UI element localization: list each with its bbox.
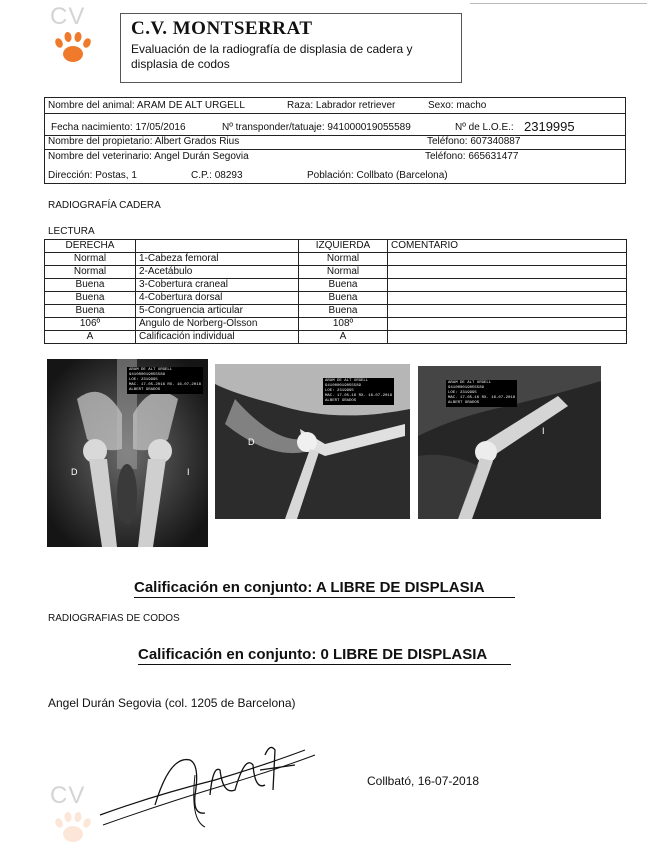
- xray-marker-i: I: [542, 426, 545, 436]
- elbow-section-title: RADIOGRAFIAS DE CODOS: [48, 613, 180, 624]
- criterion: 2-Acetábulo: [136, 266, 299, 279]
- left-value: 108º: [299, 318, 388, 331]
- breed: Raza: Labrador retriever: [287, 100, 396, 111]
- sex: Sexo: macho: [428, 100, 487, 111]
- table-row: [45, 279, 627, 292]
- comment-cell: [388, 305, 627, 318]
- animal-name: Nombre del animal: ARAM DE ALT URGELL: [48, 100, 245, 111]
- right-value: A: [45, 331, 136, 344]
- address: Dirección: Postas, 1: [48, 170, 137, 181]
- right-value: Buena: [45, 279, 136, 292]
- table-row: [45, 253, 627, 266]
- comment-cell: [388, 279, 627, 292]
- signer-name: Angel Durán Segovia (col. 1205 de Barcelona): [48, 696, 296, 710]
- col-header-right: DERECHA: [45, 240, 136, 253]
- logo-text: CV: [50, 3, 86, 30]
- comment-cell: [388, 292, 627, 305]
- vet-phone: Teléfono: 665631477: [425, 151, 519, 162]
- right-value: Buena: [45, 305, 136, 318]
- comment-cell: [388, 253, 627, 266]
- xray-label: ARAM DE ALT URGELL 941000019055589 LOE: 2319995 MAC. 17-05-2016 RX. 16-07-2018 ALBERT GRADOS: [129, 368, 202, 392]
- hip-section-title: RADIOGRAFÍA CADERA: [48, 200, 161, 211]
- loe-value: 2319995: [524, 119, 575, 134]
- hip-reading-table: [44, 239, 626, 344]
- elbow-overall-underline: [138, 664, 511, 665]
- comment-cell: [388, 331, 627, 344]
- hip-overall-grade: Calificación en conjunto: A LIBRE DE DISPLASIA: [134, 579, 485, 596]
- left-value: Buena: [299, 292, 388, 305]
- clinic-name: C.V. MONTSERRAT: [131, 18, 313, 39]
- patient-info-box: [44, 97, 626, 184]
- right-value: Buena: [45, 292, 136, 305]
- table-header-row: [45, 240, 627, 253]
- col-header-comment: COMENTARIO: [388, 240, 627, 253]
- signature: [95, 735, 325, 830]
- col-header-item: [136, 240, 299, 253]
- criterion: 3-Cobertura craneal: [136, 279, 299, 292]
- loe-label: Nº de L.O.E.:: [455, 122, 514, 133]
- paw-icon: [48, 6, 98, 66]
- elbow-left-xray-image: [418, 366, 601, 519]
- left-value: Normal: [299, 253, 388, 266]
- transponder: Nº transponder/tatuaje: 941000019055589: [222, 122, 411, 133]
- table-row: [45, 305, 627, 318]
- elbow-overall-grade: Calificación en conjunto: 0 LIBRE DE DISPLASIA: [138, 646, 488, 663]
- left-value: Normal: [299, 266, 388, 279]
- owner-name: Nombre del propietario: Albert Grados Rius: [48, 136, 240, 147]
- table-row: [45, 318, 627, 331]
- right-value: 106º: [45, 318, 136, 331]
- criterion: 4-Cobertura dorsal: [136, 292, 299, 305]
- xray-marker-d: D: [71, 467, 78, 477]
- report-subtitle: Evaluación de la radiografía de displasia de cadera y displasia de codos: [131, 42, 413, 71]
- reading-title: LECTURA: [48, 226, 95, 237]
- top-rule: [470, 3, 647, 4]
- col-header-left: IZQUIERDA: [299, 240, 388, 253]
- logo-text: CV: [50, 782, 86, 809]
- table-row: [45, 331, 627, 344]
- hip-xray-image: [47, 359, 208, 547]
- xray-label: ARAM DE ALT URGELL 941000019055589 LOE: 2319995 MAC. 17-05-16 RX. 16-07-2018 ALBERT GRADOS: [325, 379, 393, 403]
- header-box: [120, 13, 462, 83]
- zip-code: C.P.: 08293: [191, 170, 243, 181]
- right-value: Normal: [45, 266, 136, 279]
- hip-overall-underline: [134, 597, 515, 598]
- criterion: 5-Congruencia articular: [136, 305, 299, 318]
- criterion: Ángulo de Norberg-Olsson: [136, 318, 299, 331]
- table-row: [45, 292, 627, 305]
- paw-icon: [48, 786, 98, 846]
- left-value: A: [299, 331, 388, 344]
- criterion: 1-Cabeza femoral: [136, 253, 299, 266]
- xray-label: ARAM DE ALT URGELL 941000019055589 LOE: 2319995 MAC. 17-05-16 RX. 16-07-2018 ALBERT GRADOS: [448, 381, 516, 405]
- xray-marker-d: D: [248, 437, 255, 447]
- elbow-right-xray-image: [215, 364, 410, 519]
- owner-phone: Teléfono: 607340887: [427, 136, 521, 147]
- town: Población: Collbato (Barcelona): [307, 170, 448, 181]
- left-value: Buena: [299, 279, 388, 292]
- birth-date: Fecha nacimiento: 17/05/2016: [51, 122, 186, 133]
- vet-name: Nombre del veterinario: Angel Durán Segovia: [48, 151, 249, 162]
- comment-cell: [388, 318, 627, 331]
- left-value: Buena: [299, 305, 388, 318]
- right-value: Normal: [45, 253, 136, 266]
- xray-marker-i: I: [187, 467, 190, 477]
- table-row: [45, 266, 627, 279]
- criterion: Calificación individual: [136, 331, 299, 344]
- comment-cell: [388, 266, 627, 279]
- place-date: Collbató, 16-07-2018: [367, 774, 480, 788]
